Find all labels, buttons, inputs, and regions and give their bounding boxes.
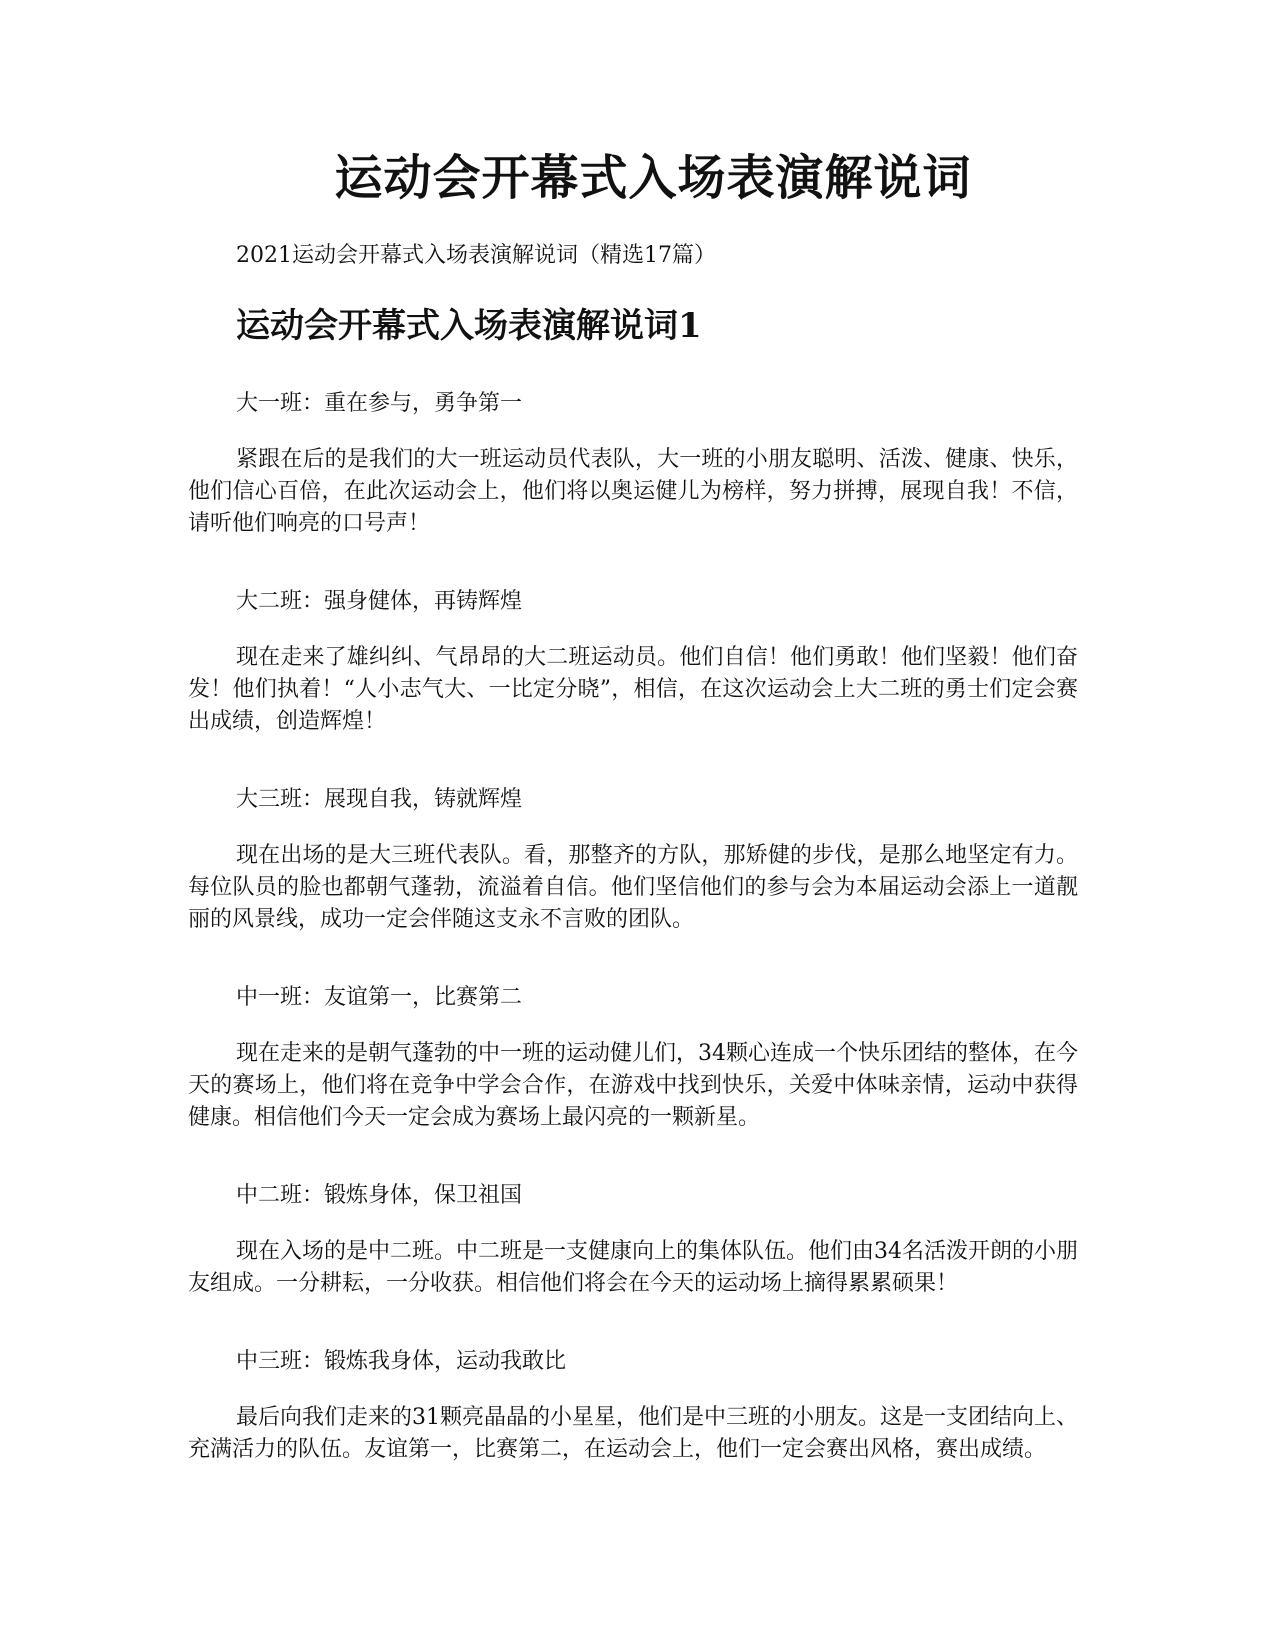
class-heading-da-san: 大三班：展现自我，铸就辉煌	[236, 787, 523, 812]
class-heading-da-yi: 大一班：重在参与，勇争第一	[236, 391, 523, 416]
class-paragraph-da-er: 现在走来了雄纠纠、气昂昂的大二班运动员。他们自信！他们勇敢！他们坚毅！他们奋发！他们执着！“人小志气大、一比定分晓”，相信，在这次运动会上大二班的勇士们定会赛出成绩，创造辉煌！	[188, 645, 1078, 734]
class-paragraph-da-yi: 紧跟在后的是我们的大一班运动员代表队，大一班的小朋友聪明、活泼、健康、快乐，他们信心百倍，在此次运动会上，他们将以奥运健儿为榜样，努力拼搏，展现自我！不信，请听他们响亮的口号声！	[188, 447, 1078, 536]
class-heading-zhong-yi: 中一班：友谊第一，比赛第二	[236, 985, 523, 1010]
document-page	[188, 140, 1078, 1494]
document-subtitle: 2021运动会开幕式入场表演解说词（精选17篇）	[236, 243, 716, 268]
class-heading-zhong-san: 中三班：锻炼我身体，运动我敢比	[236, 1349, 567, 1374]
class-paragraph-zhong-san: 最后向我们走来的31颗亮晶晶的小星星，他们是中三班的小朋友。这是一支团结向上、充满活力的队伍。友谊第一，比赛第二，在运动会上，他们一定会赛出风格，赛出成绩。	[188, 1405, 1078, 1462]
document-title: 运动会开幕式入场表演解说词	[334, 150, 972, 206]
class-heading-zhong-er: 中二班：锻炼身体，保卫祖国	[236, 1183, 523, 1208]
class-heading-da-er: 大二班：强身健体，再铸辉煌	[236, 589, 523, 614]
section-heading: 运动会开幕式入场表演解说词1	[236, 306, 702, 346]
document-content	[188, 370, 1078, 1494]
class-paragraph-da-san: 现在出场的是大三班代表队。看，那整齐的方队，那矫健的步伐，是那么地坚定有力。每位队员的脸也都朝气蓬勃，流溢着自信。他们坚信他们的参与会为本届运动会添上一道靓丽的风景线，成功一定会伴随这支永不言败的团队。	[188, 843, 1078, 932]
class-paragraph-zhong-yi: 现在走来的是朝气蓬勃的中一班的运动健儿们，34颗心连成一个快乐团结的整体，在今天的赛场上，他们将在竞争中学会合作，在游戏中找到快乐，关爱中体味亲情，运动中获得健康。相信他们今天一定会成为赛场上最闪亮的一颗新星。	[188, 1041, 1078, 1130]
class-paragraph-zhong-er: 现在入场的是中二班。中二班是一支健康向上的集体队伍。他们由34名活泼开朗的小朋友组成。一分耕耘，一分收获。相信他们将会在今天的运动场上摘得累累硕果！	[188, 1239, 1078, 1296]
